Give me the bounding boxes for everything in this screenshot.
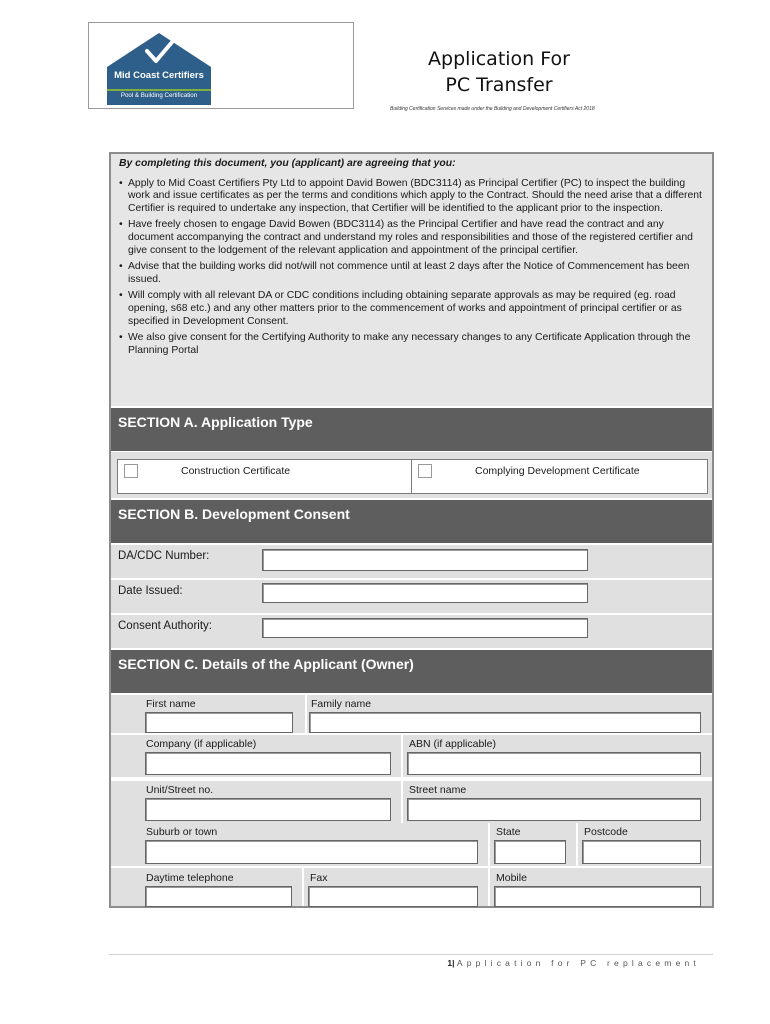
abn-label: ABN (if applicable): [409, 738, 496, 750]
logo-name: Mid Coast Certifiers: [114, 70, 204, 81]
street-row: [111, 781, 712, 823]
da-cdc-row: [111, 545, 712, 578]
agreement-heading: By completing this document, you (applicant) are agreeing that you:: [119, 158, 456, 169]
company-input[interactable]: [145, 752, 391, 775]
fax-input[interactable]: [308, 886, 478, 907]
mobile-input[interactable]: [494, 886, 701, 907]
postcode-label: Postcode: [584, 826, 628, 838]
document-title: [392, 46, 606, 98]
cell-divider: [401, 781, 403, 823]
page-footer: [380, 958, 700, 968]
cell-divider: [576, 823, 578, 866]
cell-divider: [401, 735, 403, 777]
complying-development-option[interactable]: [411, 459, 708, 494]
mobile-label: Mobile: [496, 872, 527, 884]
phone-row: [111, 868, 712, 906]
footer-document-title: Application for PC replacement: [456, 958, 700, 968]
construction-certificate-option[interactable]: [117, 459, 413, 494]
complying-development-checkbox[interactable]: [418, 464, 432, 478]
agreement-item-2: • Have freely chosen to engage David Bowen (BDC3114) as the Principal Certifier and have read the contract and any document accompanying the contract and understand my roles and responsibilities and those of the registered certifier and give consent to the lodgement of the relevant application and appointment of the principal certifier.: [119, 219, 704, 257]
section-a-header: SECTION A. Application Type: [111, 408, 712, 451]
suburb-input[interactable]: [145, 840, 478, 864]
section-b-header: SECTION B. Development Consent: [111, 500, 712, 543]
consent-authority-row: [111, 615, 712, 648]
state-label: State: [496, 826, 521, 838]
suburb-label: Suburb or town: [146, 826, 218, 838]
company-label: Company (if applicable): [146, 738, 257, 750]
first-name-input[interactable]: [145, 712, 293, 733]
page-number: 1|: [447, 958, 455, 968]
unit-street-no-input[interactable]: [145, 798, 391, 821]
construction-certificate-label: Construction Certificate: [181, 465, 291, 477]
application-type-row: [111, 452, 712, 498]
agreement-item-1: • Apply to Mid Coast Certifiers Pty Ltd to appoint David Bowen (BDC3114) as Principal Certifier (PC) to inspect the building work and issue certificates as per the terms and conditions which apply to the Contract. Should the need arise that a different Certifier is required to undertake any inspection, that Certifier will be identified to the applicant prior to the inspection.: [119, 178, 704, 216]
cell-divider: [488, 868, 490, 906]
postcode-input[interactable]: [582, 840, 701, 864]
agreement-panel: [111, 154, 712, 406]
construction-certificate-checkbox[interactable]: [124, 464, 138, 478]
agreement-item-4: • Will comply with all relevant DA or CDC conditions including obtaining separate approvals as may be required (eg. road opening, s68 etc.) and any other matters prior to the commencement of works and appointment of principal certifier or as specified in Development Consent.: [119, 290, 704, 328]
agreement-item-3: • Advise that the building works did not/will not commence until at least 2 days after the Notice of Commencement has been issued.: [119, 261, 704, 286]
abn-input[interactable]: [407, 752, 701, 775]
consent-authority-label: Consent Authority:: [118, 620, 212, 632]
fax-label: Fax: [310, 872, 328, 884]
complying-development-label: Complying Development Certificate: [475, 465, 640, 477]
state-input[interactable]: [494, 840, 566, 864]
suburb-row: [111, 823, 712, 866]
da-cdc-label: DA/CDC Number:: [118, 550, 210, 562]
daytime-telephone-input[interactable]: [145, 886, 292, 907]
title-line-1: Application For: [428, 48, 570, 70]
date-issued-row: [111, 580, 712, 613]
company-logo: [88, 22, 354, 109]
street-name-input[interactable]: [407, 798, 701, 821]
date-issued-label: Date Issued:: [118, 585, 183, 597]
cell-divider: [302, 868, 304, 906]
unit-street-no-label: Unit/Street no.: [146, 784, 214, 796]
title-line-2: PC Transfer: [445, 74, 553, 96]
logo-tagline: Pool & Building Certification: [120, 92, 198, 99]
da-cdc-number-input[interactable]: [262, 549, 588, 571]
first-name-label: First name: [146, 698, 196, 710]
document-subtitle: Building Certification Services made under the Building and Development Certifiers Act 2018: [390, 106, 595, 112]
daytime-telephone-label: Daytime telephone: [146, 872, 234, 884]
date-issued-input[interactable]: [262, 583, 588, 603]
footer-rule: [109, 954, 713, 955]
family-name-input[interactable]: [309, 712, 701, 733]
agreement-item-5: • We also give consent for the Certifying Authority to make any necessary changes to any Certificate Application through the Planning Portal: [119, 332, 704, 357]
cell-divider: [488, 823, 490, 866]
cell-divider: [305, 695, 307, 733]
company-row: [111, 735, 712, 777]
name-row: [111, 695, 712, 733]
consent-authority-input[interactable]: [262, 618, 588, 638]
section-c-header: SECTION C. Details of the Applicant (Owner): [111, 650, 712, 693]
family-name-label: Family name: [311, 698, 372, 710]
street-name-label: Street name: [409, 784, 467, 796]
